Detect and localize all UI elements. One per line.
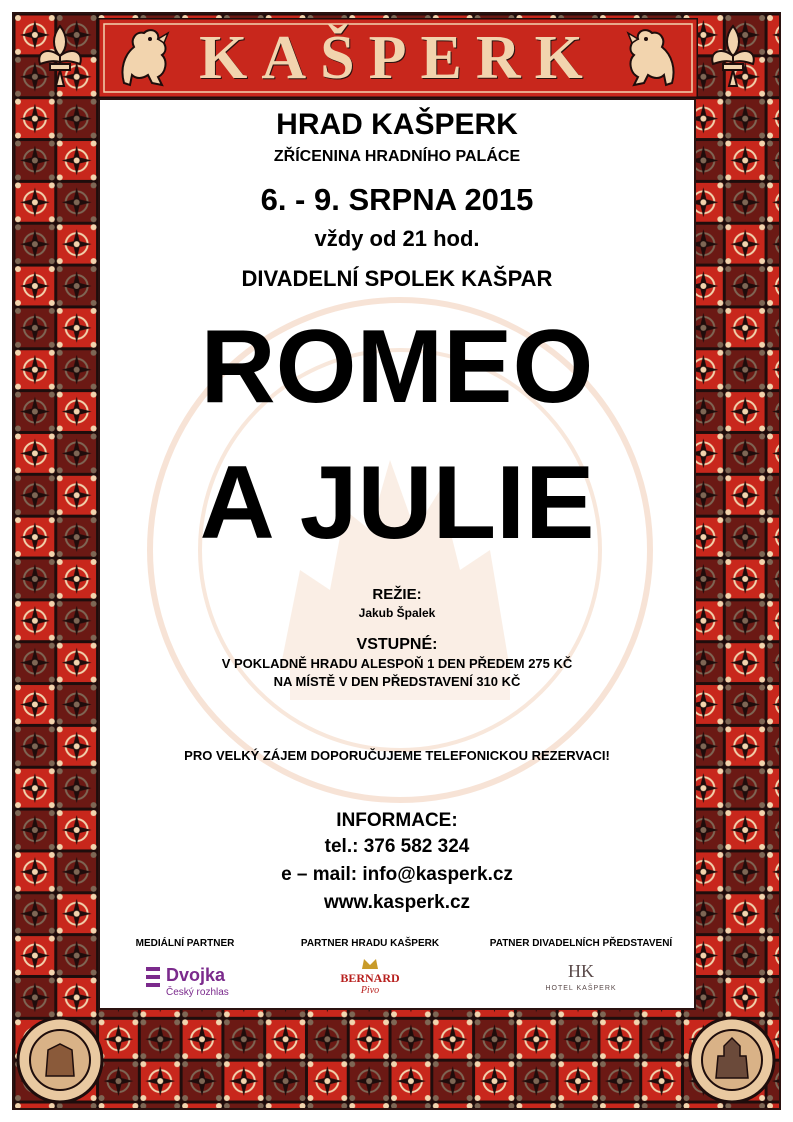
admission-label: VSTUPNÉ: <box>356 636 438 653</box>
partner-logo-sub: Český rozhlas <box>166 987 229 998</box>
info-label: INFORMACE: <box>336 810 458 831</box>
bernard-logo <box>290 957 450 1005</box>
theatre-company: DIVADELNÍ SPOLEK KAŠPAR <box>241 266 553 291</box>
event-time: vždy od 21 hod. <box>314 226 480 251</box>
info-email: e – mail: info@kasperk.cz <box>281 864 513 885</box>
crest-icon <box>360 957 380 971</box>
lion-icon <box>114 25 174 91</box>
venue-title: HRAD KAŠPERK <box>276 108 518 141</box>
info-phone: tel.: 376 582 324 <box>324 836 470 857</box>
partner-role: PARTNER HRADU KAŠPERK <box>300 938 440 949</box>
partner-logo-main: HK <box>568 961 594 981</box>
partner-theatre <box>476 938 686 1005</box>
partner-role: PATNER DIVADELNÍCH PŘEDSTAVENÍ <box>489 938 673 949</box>
admission-line2: NA MÍSTĚ V DEN PŘEDSTAVENÍ 310 KČ <box>273 674 521 689</box>
banner-castle-name: KAŠPERK <box>199 24 597 92</box>
director-label: REŽIE: <box>372 586 422 603</box>
partner-logo-main: BERNARD <box>340 971 400 985</box>
partner-logo-main: Dvojka <box>166 965 226 985</box>
fleur-de-lis-icon <box>30 22 90 92</box>
director-name: Jakub Špalek <box>358 606 436 620</box>
play-title-line2: A JULIE <box>199 445 595 561</box>
lion-icon <box>622 25 682 91</box>
castle-seal-icon <box>16 1016 104 1104</box>
play-title-line1: ROMEO <box>200 309 594 425</box>
admission-line1: V POKLADNĚ HRADU ALESPOŇ 1 DEN PŘEDEM 275 KČ <box>221 656 573 671</box>
partner-media <box>110 938 260 1005</box>
reservation-note: PRO VELKÝ ZÁJEM DOPORUČUJEME TELEFONICKOU REZERVACI! <box>184 748 610 763</box>
event-dates: 6. - 9. SRPNA 2015 <box>260 182 534 217</box>
fleur-de-lis-icon <box>703 22 763 92</box>
castle-seal-icon <box>688 1016 776 1104</box>
partner-role: MEDIÁLNÍ PARTNER <box>135 938 235 949</box>
hotel-logo <box>476 961 686 1005</box>
header-banner <box>98 18 698 98</box>
content-panel <box>98 98 696 1010</box>
partner-logo-sub: HOTEL KAŠPERK <box>545 985 617 992</box>
partner-castle <box>290 938 450 1005</box>
info-website: www.kasperk.cz <box>323 892 471 913</box>
partners-row <box>100 938 694 1008</box>
dvojka-logo <box>110 965 260 1005</box>
venue-subtitle: ZŘÍCENINA HRADNÍHO PALÁCE <box>273 148 521 165</box>
dvojka-icon <box>146 967 162 989</box>
partner-logo-sub: Pivo <box>360 985 380 996</box>
